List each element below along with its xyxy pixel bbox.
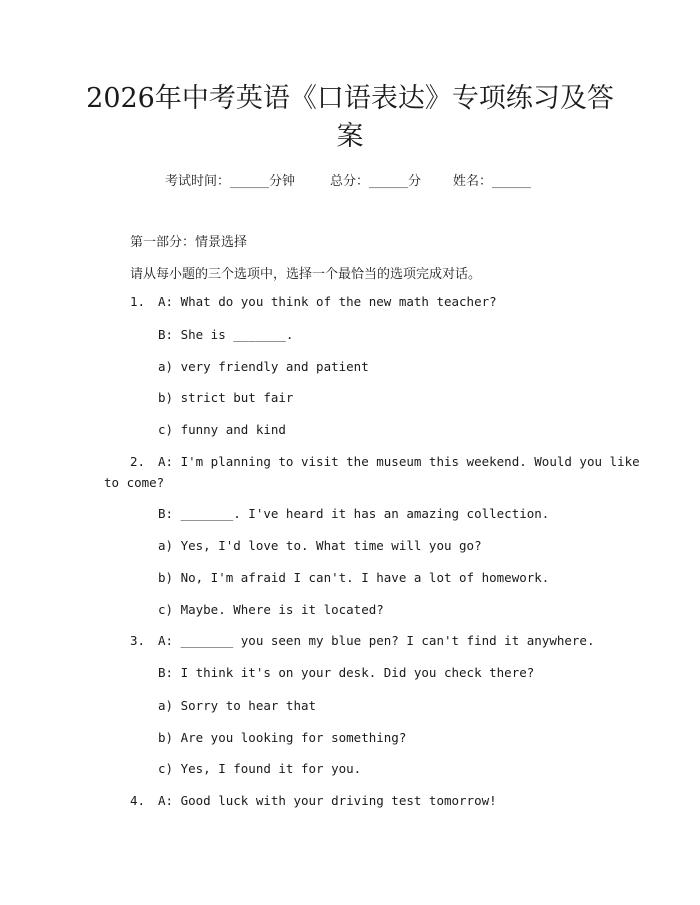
option-c: c) Maybe. Where is it located? <box>158 602 384 617</box>
question-prompt: A: Good luck with your driving test tomorrow! <box>158 793 497 808</box>
question-response: B: _______. I've heard it has an amazing collection. <box>158 506 550 521</box>
option-a: a) Sorry to hear that <box>158 698 317 713</box>
section-instruction: 请从每小题的三个选项中，选择一个最恰当的选项完成对话。 <box>130 267 482 282</box>
question-number: 2. <box>130 454 146 469</box>
document-title: 2026年中考英语《口语表达》专项练习及答案 <box>86 83 614 152</box>
student-name: 姓名：______ <box>453 174 532 189</box>
option-a: a) Yes, I'd love to. What time will you go? <box>158 538 482 553</box>
option-b: b) No, I'm afraid I can't. I have a lot of homework. <box>158 570 550 585</box>
option-c: c) funny and kind <box>158 422 286 437</box>
question-number: 3. <box>130 633 146 648</box>
total-score: 总分：______分 <box>330 174 422 189</box>
question-number: 4. <box>130 793 146 808</box>
section-heading: 第一部分：情景选择 <box>130 235 248 250</box>
question-prompt-continued: to come? <box>104 475 165 490</box>
exam-time: 考试时间：______分钟 <box>165 174 296 189</box>
option-b: b) strict but fair <box>158 390 294 405</box>
question-prompt: A: I'm planning to visit the museum this weekend. Would you like <box>158 454 640 469</box>
option-a: a) very friendly and patient <box>158 359 369 374</box>
question-prompt: A: _______ you seen my blue pen? I can't find it anywhere. <box>158 633 595 648</box>
question-prompt: A: What do you think of the new math teacher? <box>158 294 497 309</box>
question-response: B: I think it's on your desk. Did you check there? <box>158 665 535 680</box>
option-c: c) Yes, I found it for you. <box>158 761 362 776</box>
question-response: B: She is _______. <box>158 327 294 342</box>
question-number: 1. <box>130 294 146 309</box>
option-b: b) Are you looking for something? <box>158 730 407 745</box>
